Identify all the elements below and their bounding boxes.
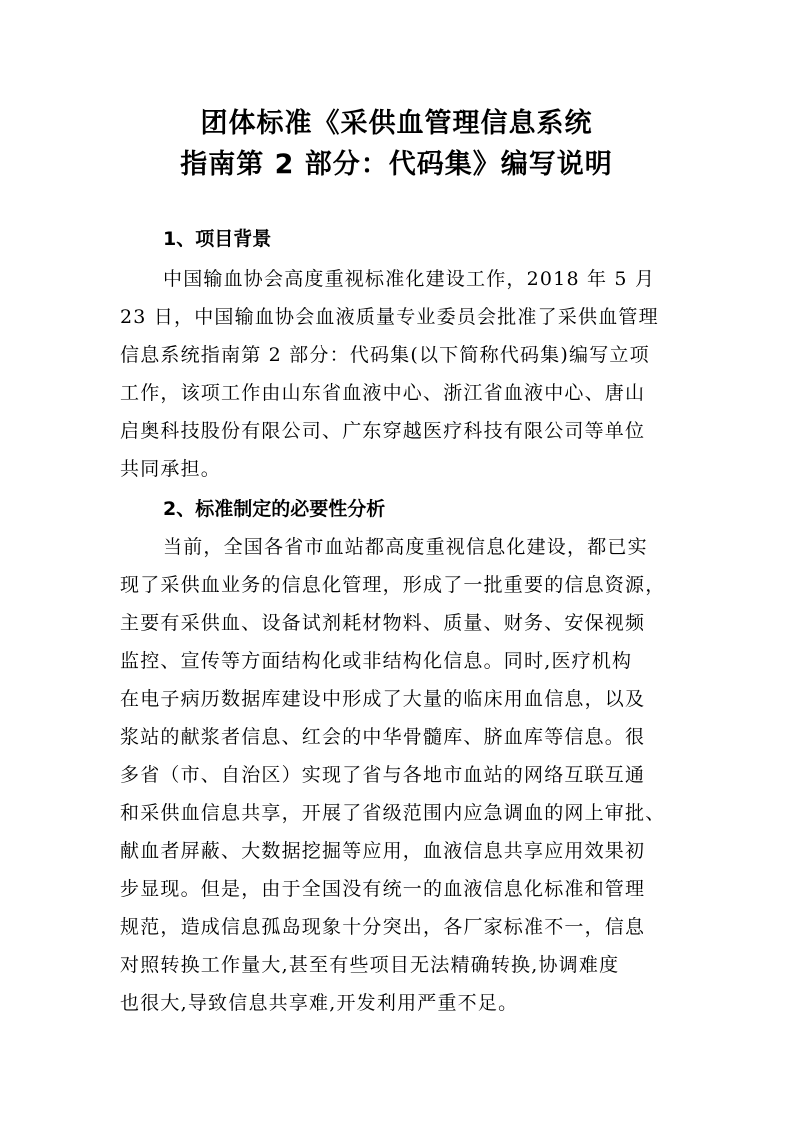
- paragraph-line: 和采供血信息共享，开展了省级范围内应急调血的网上审批、: [120, 802, 666, 824]
- paragraph-line: 主要有采供血、设备试剂耗材物料、质量、财务、安保视频: [120, 612, 646, 634]
- document-title-line-1: 团体标准《采供血管理信息系统: [200, 108, 593, 139]
- section-heading-necessity: 2、标准制定的必要性分析: [163, 498, 386, 520]
- paragraph-line: 现了采供血业务的信息化管理，形成了一批重要的信息资源，: [120, 574, 666, 596]
- paragraph-line: 共同承担。: [120, 458, 222, 480]
- paragraph-line: 浆站的献浆者信息、红会的中华骨髓库、脐血库等信息。很: [120, 726, 646, 748]
- paragraph-line: 中国输血协会高度重视标准化建设工作，2018 年 5 月: [163, 268, 656, 290]
- paragraph-line: 监控、宣传等方面结构化或非结构化信息。同时,医疗机构: [120, 650, 633, 672]
- paragraph-line: 工作，该项工作由山东省血液中心、浙江省血液中心、唐山: [120, 382, 646, 404]
- paragraph-line: 步显现。但是，由于全国没有统一的血液信息化标准和管理: [120, 878, 646, 900]
- paragraph-line: 规范，造成信息孤岛现象十分突出，各厂家标准不一，信息: [120, 916, 646, 938]
- paragraph-line: 多省（市、自治区）实现了省与各地市血站的网络互联互通: [120, 764, 646, 786]
- paragraph-line: 当前，全国各省市血站都高度重视信息化建设，都已实: [163, 536, 648, 558]
- paragraph-line: 启奥科技股份有限公司、广东穿越医疗科技有限公司等单位: [120, 420, 646, 442]
- paragraph-line: 信息系统指南第 2 部分：代码集(以下简称代码集)编写立项: [120, 344, 650, 366]
- paragraph-line: 献血者屏蔽、大数据挖掘等应用，血液信息共享应用效果初: [120, 840, 646, 862]
- paragraph-line: 也很大,导致信息共享难,开发利用严重不足。: [120, 992, 519, 1014]
- paragraph-line: 对照转换工作量大,甚至有些项目无法精确转换,协调难度: [120, 954, 620, 976]
- section-heading-background: 1、项目背景: [163, 228, 272, 250]
- document-title-line-2: 指南第 2 部分：代码集》编写说明: [180, 149, 613, 180]
- paragraph-line: 在电子病历数据库建设中形成了大量的临床用血信息，以及: [120, 688, 646, 710]
- paragraph-line: 23 日，中国输血协会血液质量专业委员会批准了采供血管理: [120, 306, 659, 328]
